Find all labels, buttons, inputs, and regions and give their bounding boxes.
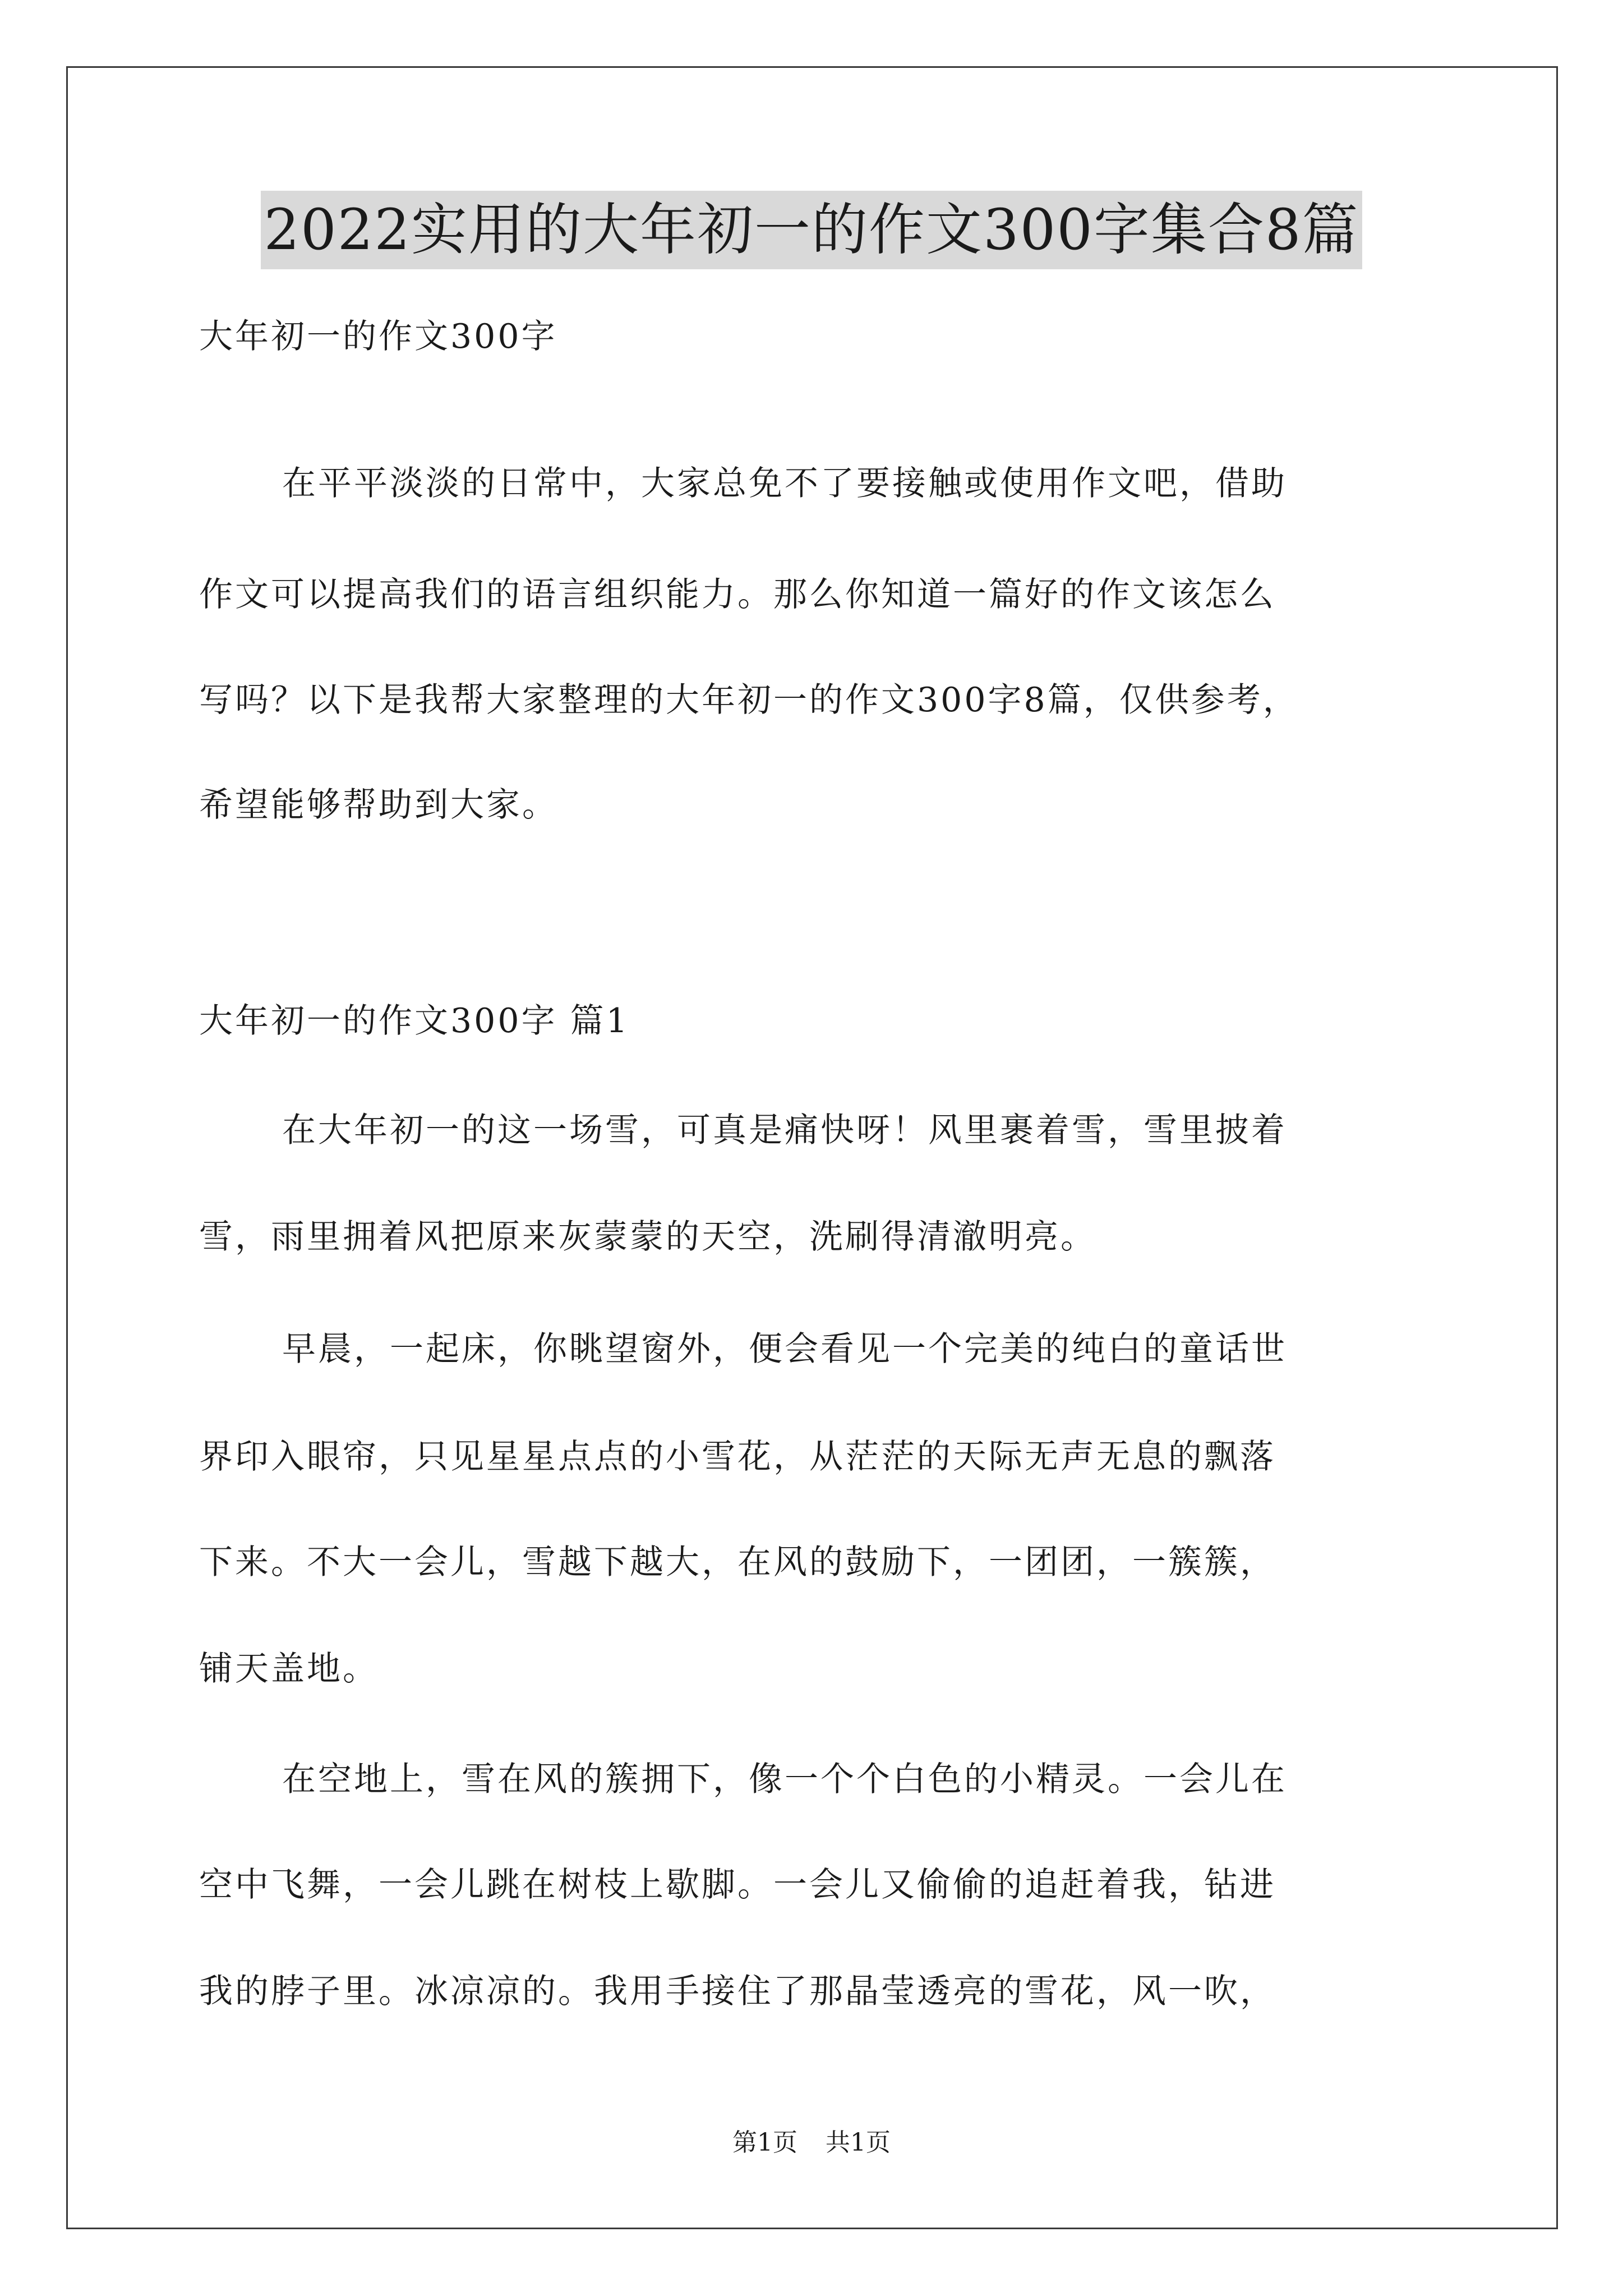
document-title: 2022实用的大年初一的作文300字集合8篇 — [261, 191, 1363, 269]
para1-line: 雪，雨里拥着风把原来灰蒙蒙的天空，洗刷得清澈明亮。 — [199, 1217, 1096, 1257]
para2-line: 界印入眼帘，只见星星点点的小雪花，从茫茫的天际无声无息的飘落 — [199, 1437, 1276, 1476]
para3-line: 在空地上，雪在风的簇拥下，像一个个白色的小精灵。一会儿在 — [282, 1760, 1287, 1799]
para1-line: 在大年初一的这一场雪，可真是痛快呀！风里裹着雪，雪里披着 — [282, 1111, 1287, 1150]
para3-line: 空中飞舞，一会儿跳在树枝上歇脚。一会儿又偷偷的追赶着我，钻进 — [199, 1865, 1276, 1904]
page-footer — [0, 2126, 1623, 2160]
para2-line: 铺天盖地。 — [199, 1649, 379, 1688]
page-number-total: 共1页 — [826, 2128, 891, 2157]
intro-line: 写吗？以下是我帮大家整理的大年初一的作文300字8篇，仅供参考， — [199, 680, 1299, 720]
title-container — [0, 191, 1623, 269]
para2-line: 下来。不大一会儿，雪越下越大，在风的鼓励下，一团团，一簇簇， — [199, 1543, 1276, 1582]
para2-line: 早晨，一起床，你眺望窗外，便会看见一个完美的纯白的童话世 — [282, 1329, 1287, 1369]
intro-line: 在平平淡淡的日常中，大家总免不了要接触或使用作文吧，借助 — [282, 464, 1287, 503]
page-number-current: 第1页 — [732, 2128, 797, 2157]
section-heading-intro: 大年初一的作文300字 — [199, 317, 557, 356]
intro-line: 作文可以提高我们的语言组织能力。那么你知道一篇好的作文该怎么 — [199, 575, 1276, 614]
intro-line: 希望能够帮助到大家。 — [199, 785, 558, 825]
para3-line: 我的脖子里。冰凉凉的。我用手接住了那晶莹透亮的雪花，风一吹， — [199, 1972, 1276, 2011]
section-heading-part1: 大年初一的作文300字 篇1 — [199, 1001, 630, 1041]
